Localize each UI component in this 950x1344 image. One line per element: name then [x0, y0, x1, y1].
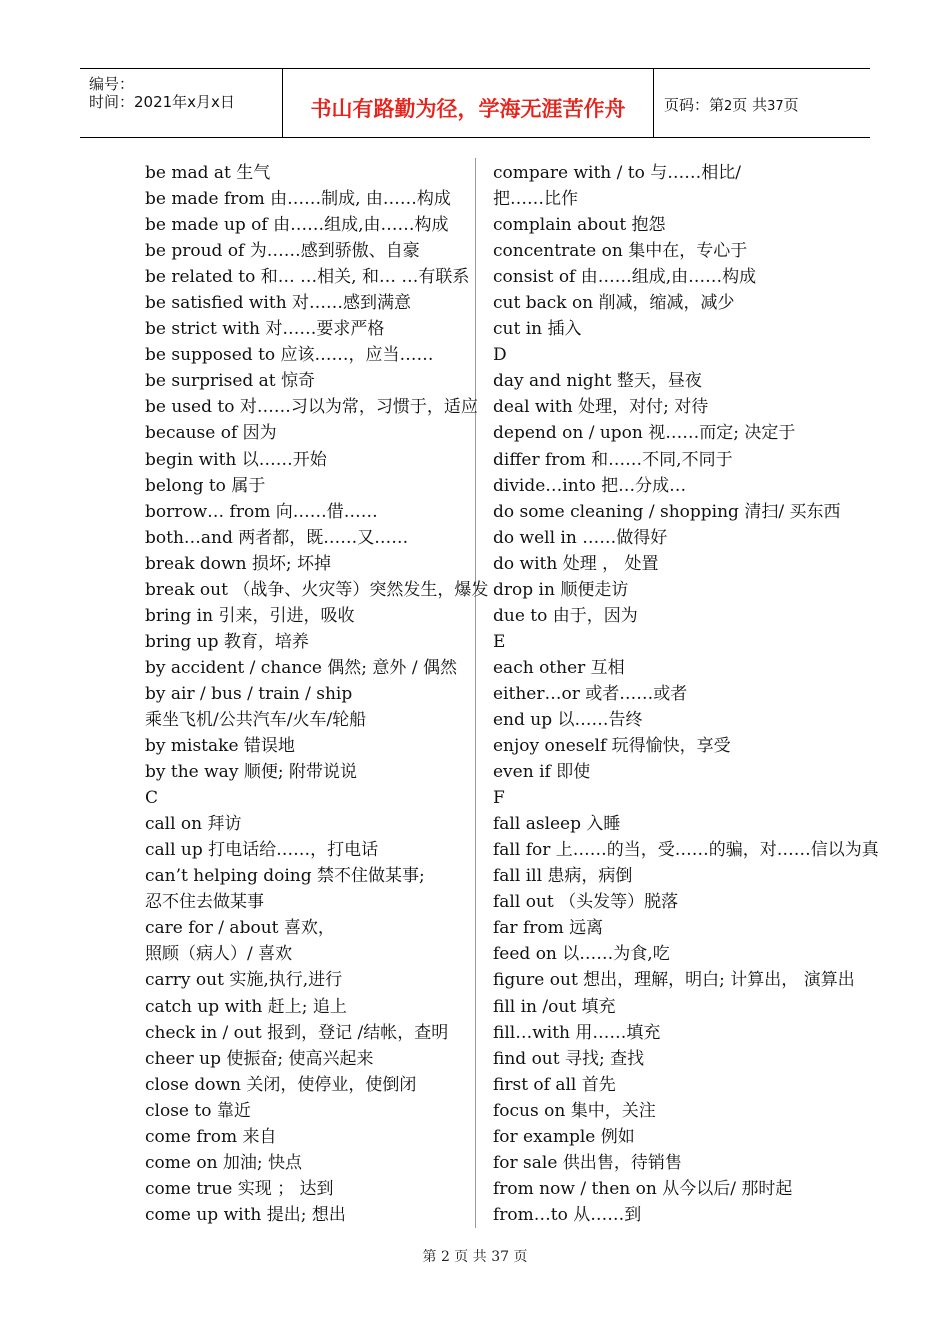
vocab-entry: day and night 整天，昼夜 — [493, 371, 702, 392]
left-column — [145, 160, 489, 1228]
vocab-entry: compare with / to 与……相比/ — [493, 163, 741, 183]
vocab-entry: fill in /out 填充 — [493, 996, 616, 1017]
vocab-entry: end up 以……告终 — [493, 709, 643, 730]
motto-text: 书山有路勤为径，学海无涯苦作舟 — [310, 97, 626, 121]
vocab-entry: be satisfied with 对……感到满意 — [145, 293, 412, 314]
vocab-entry: be made from 由……制成, 由……构成 — [145, 189, 451, 210]
header-meta-cell — [80, 69, 283, 137]
vocab-entry: by mistake 错误地 — [145, 736, 295, 757]
vocab-entry: E — [493, 631, 506, 652]
vocab-entry: can’t helping doing 禁不住做某事; — [145, 866, 425, 887]
vocab-entry: call on 拜访 — [145, 814, 242, 835]
vocab-entry: catch up with 赶上; 追上 — [145, 996, 347, 1017]
vocab-entry: fall ill 患病，病倒 — [493, 866, 633, 887]
vocab-entry: fall out （头发等）脱落 — [493, 892, 679, 913]
vocab-entry: bring up 教育，培养 — [145, 631, 309, 652]
vocab-entry: cheer up 使振奋; 使高兴起来 — [145, 1048, 374, 1069]
vocab-entry: fill…with 用……填充 — [493, 1022, 661, 1043]
vocab-entry: 照顾（病人）/ 喜欢 — [145, 944, 293, 965]
vocab-entry: by accident / chance 偶然; 意外 / 偶然 — [145, 657, 457, 678]
vocab-entry: depend on / upon 视……而定; 决定于 — [493, 423, 796, 444]
page-number-label — [664, 94, 799, 115]
vocab-entry: break out （战争、火灾等）突然发生，爆发 — [145, 579, 489, 600]
page-current: 2 — [724, 99, 733, 114]
vocab-entry: concentrate on 集中在，专心于 — [493, 241, 748, 262]
vocab-entry: 忍不住去做某事 — [145, 892, 264, 913]
page-footer: 第 2 页 共 37 页 — [422, 1249, 528, 1265]
header-motto-cell — [283, 69, 654, 137]
vocab-entry: close down 关闭，使停业，使倒闭 — [145, 1074, 417, 1095]
vocab-entry: borrow… from 向……借…… — [145, 501, 378, 522]
vocab-entry: check in / out 报到，登记 /结帐，查明 — [145, 1022, 449, 1043]
vocab-entry: come true 实现 ； 达到 — [145, 1178, 334, 1199]
vocab-entry: by the way 顺便; 附带说说 — [145, 762, 357, 783]
vocab-entry: cut in 插入 — [493, 319, 582, 340]
date-label: 时间：2021年x月x日 — [89, 93, 235, 111]
vocab-entry: F — [493, 788, 505, 809]
vocab-entry: come from 来自 — [145, 1126, 277, 1147]
vocab-entry: break down 损坏; 坏掉 — [145, 553, 332, 574]
vocab-entry: call up 打电话给……，打电话 — [145, 840, 379, 861]
vocab-entry: close to 靠近 — [145, 1100, 251, 1121]
vocab-entry: belong to 属于 — [145, 475, 266, 496]
vocab-entry: be proud of 为……感到骄傲、自豪 — [145, 241, 420, 262]
page-middle: 页 共 — [732, 96, 768, 114]
vocab-entry: from…to 从……到 — [493, 1204, 642, 1225]
vocab-entry: do some cleaning / shopping 清扫/ 买东西 — [493, 501, 841, 522]
page-header — [80, 68, 870, 138]
vocab-entry: carry out 实施,执行,进行 — [145, 970, 343, 991]
vocab-entry: enjoy oneself 玩得愉快，享受 — [493, 736, 731, 757]
vocab-entry: each other 互相 — [493, 657, 625, 678]
serial-number-label: 编号： — [89, 75, 135, 93]
vocab-entry: feed on 以……为食,吃 — [493, 944, 670, 965]
vocab-entry: do with 处理 ， 处置 — [493, 553, 659, 574]
vocab-entry: begin with 以……开始 — [145, 449, 327, 470]
vocab-entry: because of 因为 — [145, 423, 277, 444]
vocab-entry: from now / then on 从今以后/ 那时起 — [493, 1178, 793, 1199]
page-total: 37 — [767, 99, 784, 114]
vocab-entry: deal with 处理，对付; 对待 — [493, 397, 709, 418]
vocab-entry: be related to 和… …相关, 和… …有联系 — [145, 267, 470, 288]
vocab-entry: far from 远离 — [493, 918, 604, 939]
vocab-entry: for sale 供出售，待销售 — [493, 1152, 682, 1173]
vocab-entry: fall for 上……的当，受……的骗，对……信以为真 — [493, 840, 879, 861]
vocab-entry: consist of 由……组成,由……构成 — [493, 267, 757, 288]
vocab-entry: be made up of 由……组成,由……构成 — [145, 215, 449, 236]
vocab-entry: differ from 和……不同,不同于 — [493, 449, 733, 470]
vocab-entry: come on 加油; 快点 — [145, 1152, 303, 1173]
vocab-entry: drop in 顺便走访 — [493, 579, 629, 600]
vocab-entry: 乘坐飞机/公共汽车/火车/轮船 — [145, 709, 367, 730]
page-suffix: 页 — [783, 96, 799, 114]
vocab-entry: be strict with 对……要求严格 — [145, 319, 385, 340]
vocab-entry: focus on 集中，关注 — [493, 1100, 656, 1121]
right-column — [493, 160, 933, 1228]
vocab-entry: due to 由于，因为 — [493, 605, 638, 626]
vocab-entry: be supposed to 应该……，应当…… — [145, 345, 434, 366]
vocab-entry: do well in ……做得好 — [493, 527, 668, 548]
vocab-entry: for example 例如 — [493, 1126, 635, 1147]
vocab-entry: be mad at 生气 — [145, 163, 271, 183]
vocab-entry: be surprised at 惊奇 — [145, 371, 316, 392]
header-page-cell — [654, 69, 870, 137]
vocab-entry: both…and 两者都，既……又…… — [145, 527, 409, 548]
vocab-entry: bring in 引来，引进，吸收 — [145, 605, 355, 626]
vocab-entry: figure out 想出，理解，明白; 计算出， 演算出 — [493, 970, 855, 991]
page-prefix: 页码：第 — [664, 96, 725, 114]
vocab-entry: either…or 或者……或者 — [493, 683, 688, 704]
vocab-entry: C — [145, 788, 159, 809]
vocab-entry: 把……比作 — [493, 189, 578, 210]
vocab-entry: even if 即使 — [493, 762, 591, 783]
vocab-entry: find out 寻找; 查找 — [493, 1048, 645, 1069]
vocab-entry: come up with 提出; 想出 — [145, 1204, 346, 1225]
vocab-entry: first of all 首先 — [493, 1074, 616, 1095]
vocab-entry: fall asleep 入睡 — [493, 814, 621, 835]
vocab-entry: by air / bus / train / ship — [145, 683, 353, 704]
vocab-entry: complain about 抱怨 — [493, 215, 666, 236]
vocab-entry: cut back on 削减，缩减，减少 — [493, 293, 735, 314]
vocab-entry: be used to 对……习以为常，习惯于，适应 — [145, 397, 478, 418]
vocab-entry: divide…into 把…分成… — [493, 475, 687, 496]
vocab-entry: care for / about 喜欢， — [145, 918, 335, 939]
vocab-entry: D — [493, 345, 507, 366]
